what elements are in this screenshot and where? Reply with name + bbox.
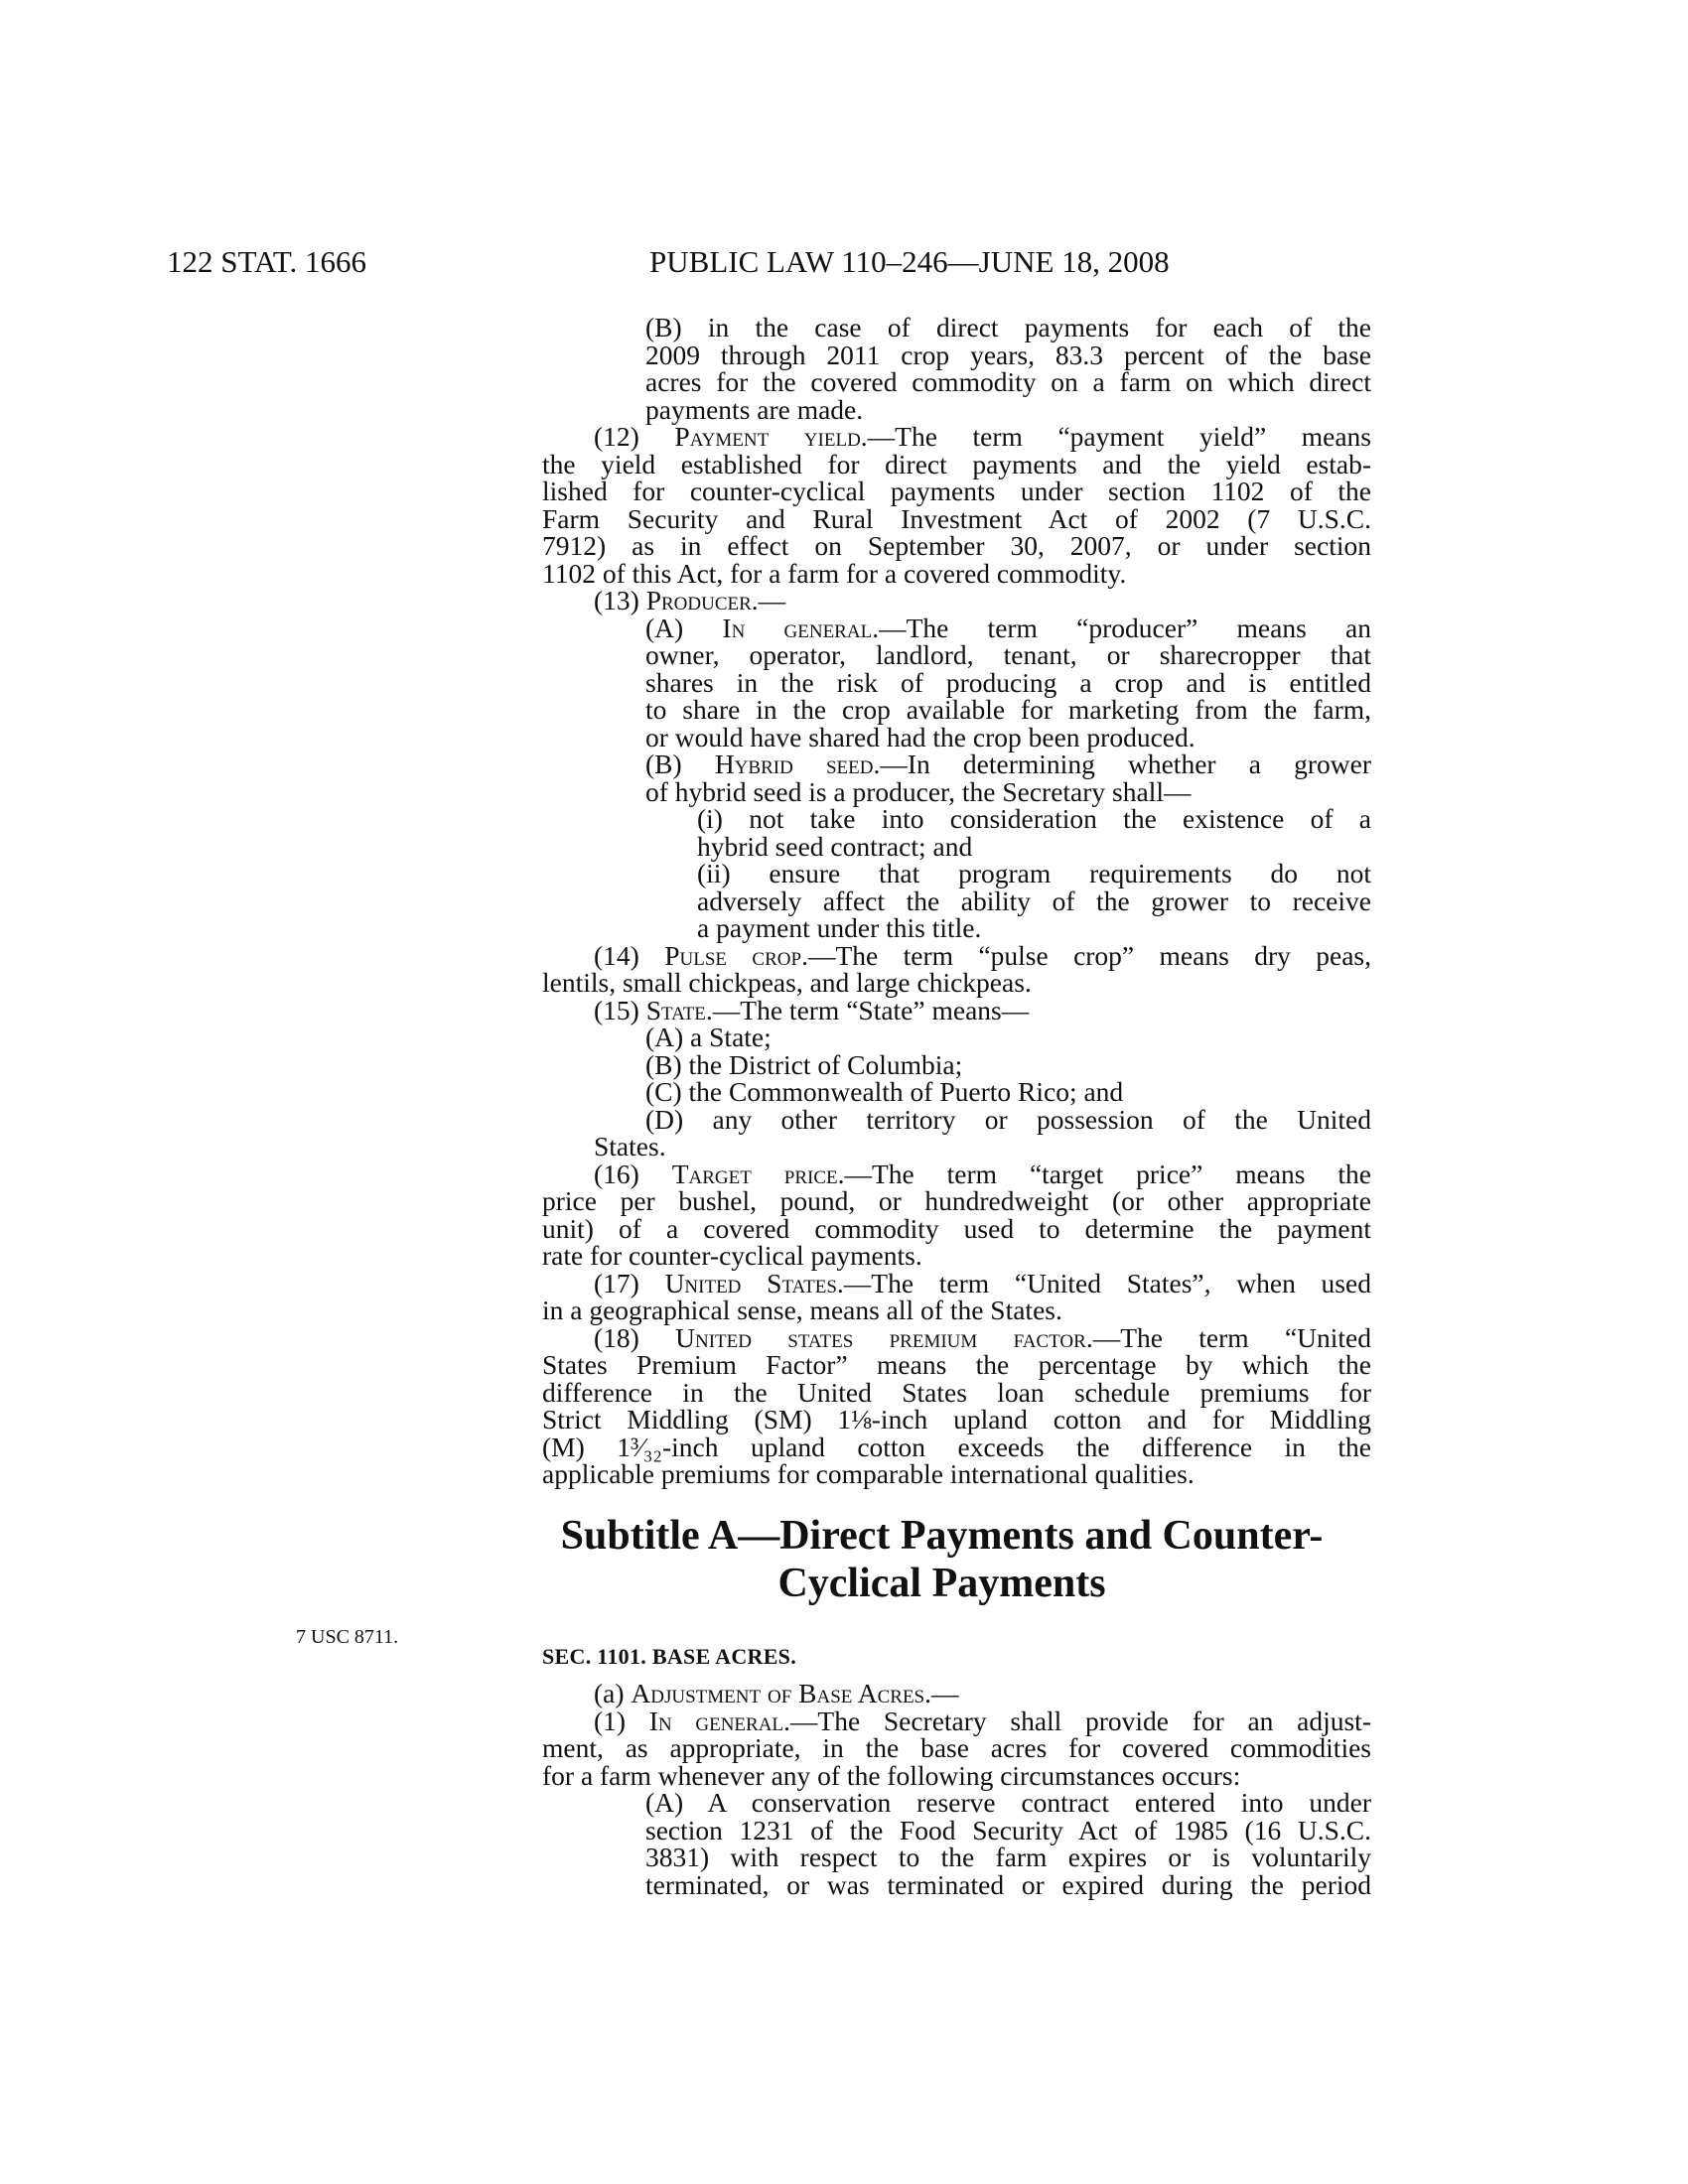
para-14-pulse-crop: (14) Pulse crop.—The term “pulse crop” means dry peas, lentils, small chickpeas, and large chickpeas. bbox=[542, 939, 1372, 998]
text-column bbox=[542, 314, 1371, 1898]
margin-note-usc: 7 USC 8711. bbox=[296, 1626, 399, 1648]
para-18-premium-factor: (18) United states premium factor.—The term “United States Premium Factor” means the percentage by which the difference in the United States loan schedule premiums for Strict Middling (SM) 1⅛-inch upland cotton and for Middling (M) 1³⁄₃₂-inch upland cotton exceeds the difference in the applicable premiums for comparable international qualities. bbox=[542, 1321, 1371, 1489]
para-15-items: (A) a State; (B) the District of Columbia; (C) the Commonwealth of Puerto Rico; and (D) any other territory or possession of the United States. bbox=[594, 1022, 1371, 1161]
para-12-payment-yield: (12) Payment yield.—The term “payment yield” means the yield established for direct payments and the yield estab- lished for counter-cyclical payments under section 1102 of the Farm Security and Rural Investment Act of 2002 (7 U.S.C. 7912) as in effect on September 30, 2007, or under section 1102 of this Act, for a farm for a covered commodity. bbox=[542, 421, 1371, 589]
section-heading: SEC. 1101. BASE ACRES. bbox=[542, 1643, 797, 1669]
para-a1A: (A) A conservation reserve contract entered into under section 1231 of the Food Security Act of 1985 (16 U.S.C. 3831) with respect to the farm expires or is voluntarily terminated, or was terminated or expired during the period bbox=[645, 1787, 1371, 1900]
public-law-title: PUBLIC LAW 110–246—JUNE 18, 2008 bbox=[649, 244, 1170, 279]
para-16-target-price: (16) Target price.—The term “target price” means the price per bushel, pound, or hundredweight (or other appropriate unit) of a covered commodity used to determine the payment rate for counter-cyclical payments. bbox=[542, 1158, 1371, 1271]
para-13-producer: (13) Producer.— bbox=[594, 585, 786, 615]
subtitle-heading: Subtitle A—Direct Payments and Counter- Cyclical Payments bbox=[560, 1512, 1324, 1606]
para-13b-ii: (ii) ensure that program requirements do not adversely affect the ability of the grower to receive a payment under this title. bbox=[697, 858, 1371, 943]
para-17-united-states: (17) United States.—The term “United States”, when used in a geographical sense, means all of the States. bbox=[542, 1267, 1371, 1325]
para-a1-in-general: (1) In general.—The Secretary shall provide for an adjust- bbox=[594, 1705, 1371, 1736]
para-a1-continued: ment, as appropriate, in the base acres for covered commodities for a farm whenever any of the following circumstances occurs: bbox=[542, 1732, 1371, 1791]
para-13b-i: (i) not take into consideration the existence of a hybrid seed contract; and bbox=[697, 803, 1371, 862]
para-13a-in-general: (A) In general.—The term “producer” means an owner, operator, landlord, tenant, or sharecropper that shares in the risk of producing a crop and is entitled to share in the crop available for marketing from the farm, or would have shared had the crop been produced. bbox=[645, 612, 1371, 752]
para-b-direct-payments: (B) in the case of direct payments for each of the 2009 through 2011 crop years, 83.3 percent of the base acres for the covered commodity on a farm on which direct payments are made. bbox=[645, 312, 1371, 425]
para-a-adjustment: (a) Adjustment of Base Acres.— bbox=[594, 1678, 959, 1708]
para-13b-hybrid-seed: (B) Hybrid seed.—In determining whether a grower of hybrid seed is a producer, the Secretary shall— bbox=[645, 749, 1371, 807]
stat-page-number: 122 STAT. 1666 bbox=[167, 244, 367, 279]
para-15-state: (15) State.—The term “State” means— bbox=[594, 994, 1030, 1025]
